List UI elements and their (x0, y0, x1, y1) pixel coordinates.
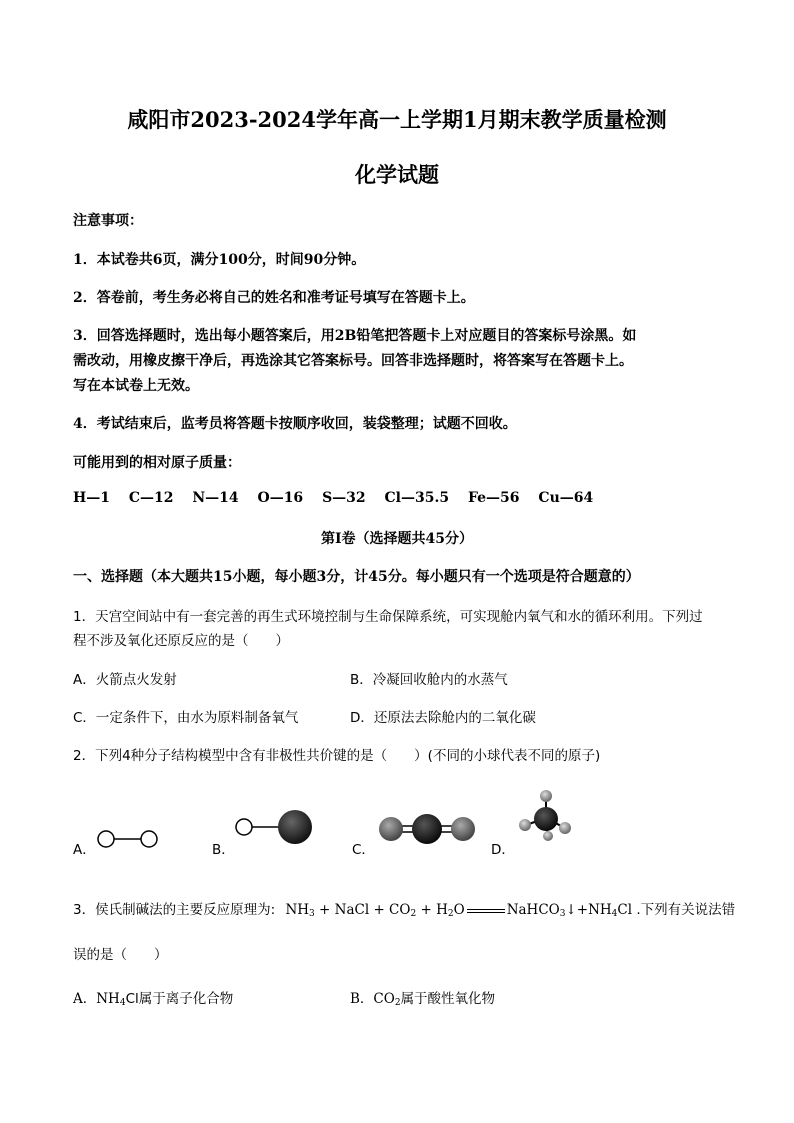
q2-option-b-label: B． (212, 842, 235, 858)
q3-stem-line-1 (73, 898, 735, 919)
q3-stem-line-2: 误的是（ ） (73, 947, 168, 963)
molecule-model-c (375, 810, 480, 850)
q3-suffix: .下列有关说法错 (636, 902, 736, 918)
atomic-mass-heading: 可能用到的相对原子质量： (73, 455, 241, 471)
q2-stem: 2．下列4种分子结构模型中含有非极性共价键的是（ ）(不同的小球代表不同的原子) (73, 748, 601, 764)
notice-heading: 注意事项： (73, 213, 143, 229)
q3-option-a: A．$NH_4Cl$属于离子化合物 (73, 991, 234, 1008)
mass-s: S—32 (322, 490, 366, 506)
mass-cu: Cu—64 (538, 490, 594, 506)
molecule-model-d (515, 785, 580, 845)
mass-c: C—12 (128, 490, 174, 506)
mass-cl: Cl—35.5 (384, 490, 450, 506)
notice-item-3-line-1: 3．回答选择题时，选出每小题答案后，用2B铅笔把答题卡上对应题目的答案标号涂黑。如 (73, 328, 637, 344)
q2-option-c-label: C． (352, 842, 375, 858)
molecule-model-b (232, 808, 317, 850)
q3-prefix: 3．侯氏制碱法的主要反应原理为: (73, 902, 276, 918)
q1-option-c: C．一定条件下，由水为原料制备氧气 (73, 710, 299, 726)
equals-sign (467, 909, 505, 913)
exam-subtitle: 化学试题 (355, 162, 439, 187)
section-title: 第Ⅰ卷（选择题共45分） (320, 531, 474, 547)
exam-title: 咸阳市2023-2024学年高一上学期1月期末教学质量检测 (127, 107, 667, 132)
notice-item-3-line-2: 需改动，用橡皮擦干净后，再选涂其它答案标号。回答非选择题时，将答案写在答题卡上。 (73, 353, 633, 369)
part-heading: 一、选择题（本大题共15小题，每小题3分，计45分。每小题只有一个选项是符合题意的） (73, 569, 640, 585)
q3-equation: $NH_3$ + NaCl + $CO_2 + H_2O$ $NaHCO_3↓+NH_4Cl$ (285, 902, 633, 919)
q3-option-b: B．$CO_2$属于酸性氧化物 (350, 991, 496, 1008)
q2-option-d-label: D． (491, 842, 515, 858)
q1-option-b: B．冷凝回收舱内的水蒸气 (350, 672, 508, 688)
notice-item-4: 4．考试结束后，监考员将答题卡按顺序收回，装袋整理；试题不回收。 (73, 416, 517, 432)
q1-option-a: A．火箭点火发射 (73, 672, 177, 688)
q1-stem-line-1: 1．天宫空间站中有一套完善的再生式环境控制与生命保障系统，可实现舱内氧气和水的循环利用。下列过 (73, 609, 703, 625)
atomic-mass-list (73, 490, 593, 506)
notice-item-3-line-3: 写在本试卷上无效。 (73, 378, 199, 394)
notice-item-2: 2．答卷前，考生务必将自己的姓名和准考证号填写在答题卡上。 (73, 290, 475, 306)
q1-stem-line-2: 程不涉及氧化还原反应的是（ ） (73, 633, 289, 649)
mass-o: O—16 (257, 490, 304, 506)
q2-option-a-label: A． (73, 842, 96, 858)
mass-fe: Fe—56 (467, 490, 520, 506)
mass-n: N—14 (192, 490, 239, 506)
molecule-model-a (95, 825, 165, 855)
notice-item-1: 1．本试卷共6页，满分100分，时间90分钟。 (73, 252, 366, 268)
q1-option-d: D．还原法去除舱内的二氧化碳 (350, 710, 536, 726)
mass-h: H—1 (73, 490, 110, 506)
